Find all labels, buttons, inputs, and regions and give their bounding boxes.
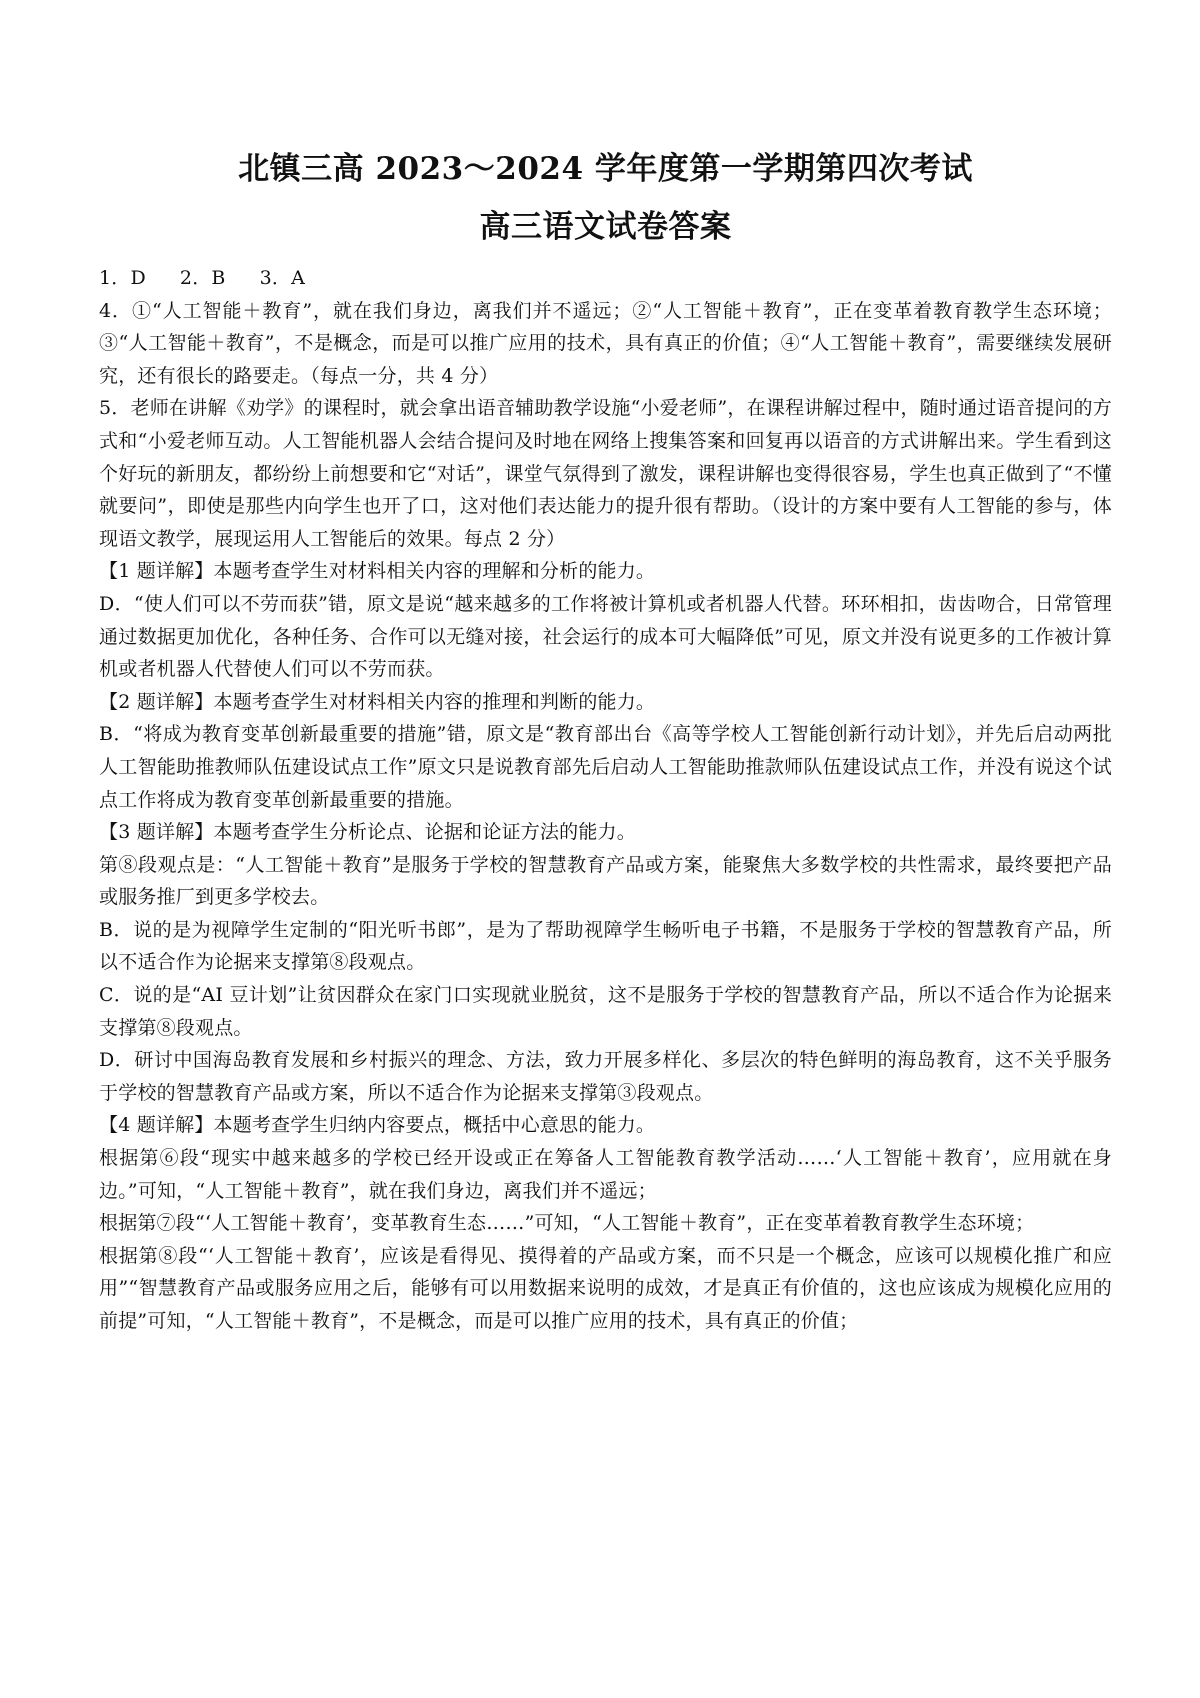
q4-explanation-para6: 根据第⑥段“现实中越来越多的学校已经开设或正在筹备人工智能教育教学活动……‘人工智能＋教育’，应用就在身边。”可知，“人工智能＋教育”，就在我们身边，离我们并不遥远； xyxy=(99,1147,1112,1202)
answer-q5: 5．老师在讲解《劝学》的课程时，就会拿出语音辅助教学设施“小爱老师”，在课程讲解过程中，随时通过语音提问的方式和“小爱老师互动。人工智能机器人会结合提问及时地在网络上搜集答案和回复再以语音的方式讲解出来。学生看到这个好玩的新朋友，都纷纷上前想要和它“对话”，课堂气氛得到了激发，课程讲解也变得很容易，学生也真正做到了“不懂就要问”，即使是那些内向学生也开了口，这对他们表达能力的提升很有帮助。（设计的方案中要有人工智能的参与，体现语文教学，展现运用人工智能后的效果。每点 2 分） xyxy=(99,397,1112,550)
q3-explanation-d: D．研讨中国海岛教育发展和乡村振兴的理念、方法，致力开展多样化、多层次的特色鲜明的海岛教育，这不关乎服务于学校的智慧教育产品或方案，所以不适合作为论据来支撑第③段观点。 xyxy=(99,1049,1112,1104)
answer-q3: 3．A xyxy=(259,267,305,289)
q4-explanation-heading: 【4 题详解】本题考查学生归纳内容要点，概括中心意思的能力。 xyxy=(99,1114,656,1137)
q3-explanation-b: B．说的是为视障学生定制的“阳光听书郎”，是为了帮助视障学生畅听电子书籍，不是服务于学校的智慧教育产品，所以不适合作为论据来支撑第⑧段观点。 xyxy=(99,918,1112,974)
q2-explanation-heading: 【2 题详解】本题考查学生对材料相关内容的推理和判断的能力。 xyxy=(99,690,656,713)
answer-q2: 2．B xyxy=(179,267,226,289)
answer-content xyxy=(99,262,1112,1338)
q3-explanation-intro: 第⑧段观点是：“人工智能＋教育”是服务于学校的智慧教育产品或方案，能聚焦大多数学校的共性需求，最终要把产品或服务推厂到更多学校去。 xyxy=(99,853,1112,909)
q1-explanation-heading: 【1 题详解】本题考查学生对材料相关内容的理解和分析的能力。 xyxy=(99,560,656,583)
answer-q1: 1．D xyxy=(99,267,146,289)
q4-explanation-para7: 根据第⑦段“‘人工智能＋教育’，变革教育生态……”可知，“人工智能＋教育”，正在变革着教育教学生态环境； xyxy=(99,1212,1035,1235)
choice-answers xyxy=(99,262,1112,295)
q1-explanation: D．“使人们可以不劳而获”错，原文是说“越来越多的工作将被计算机或者机器人代替。环环相扣，齿齿吻合，日常管理通过数据更加优化，各种任务、合作可以无缝对接，社会运行的成本可大幅降低”可见，原文并没有说更多的工作被计算机或者机器人代替使人们可以不劳而获。 xyxy=(99,592,1112,681)
q3-explanation-c: C．说的是“AI 豆计划”让贫因群众在家门口实现就业脱贫，这不是服务于学校的智慧教育产品，所以不适合作为论据来支撑第⑧段观点。 xyxy=(99,984,1112,1039)
q3-explanation-heading: 【3 题详解】本题考查学生分析论点、论据和论证方法的能力。 xyxy=(99,821,636,844)
document-subtitle: 高三语文试卷答案 xyxy=(479,209,732,245)
q4-explanation-para8: 根据第⑧段“‘人工智能＋教育’，应该是看得见、摸得着的产品或方案，而不只是一个概念，应该可以规模化推广和应用”“智慧教育产品或服务应用之后，能够有可以用数据来说明的成效，才是真正有价值的，这也应该成为规模化应用的前提”可知，“人工智能＋教育”，不是概念，而是可以推广应用的技术，具有真正的价值； xyxy=(99,1244,1112,1332)
answer-q4: 4．①“人工智能＋教育”，就在我们身边，离我们并不遥远；②“人工智能＋教育”，正在变革着教育教学生态环境；③“人工智能＋教育”，不是概念，而是可以推广应用的技术，具有真正的价值；④“人工智能＋教育”，需要继续发展研究，还有很长的路要走。（每点一分，共 4 分） xyxy=(99,299,1112,387)
q2-explanation: B．“将成为教育变革创新最重要的措施”错，原文是“教育部出台《高等学校人工智能创新行动计划》，并先后启动两批人工智能助推教师队伍建设试点工作”原文只是说教育部先后启动人工智能助推款师队伍建设试点工作，并没有说这个试点工作将成为教育变革创新最重要的措施。 xyxy=(99,723,1112,811)
document-title: 北镇三高 2023～2024 学年度第一学期第四次考试 xyxy=(238,151,973,187)
